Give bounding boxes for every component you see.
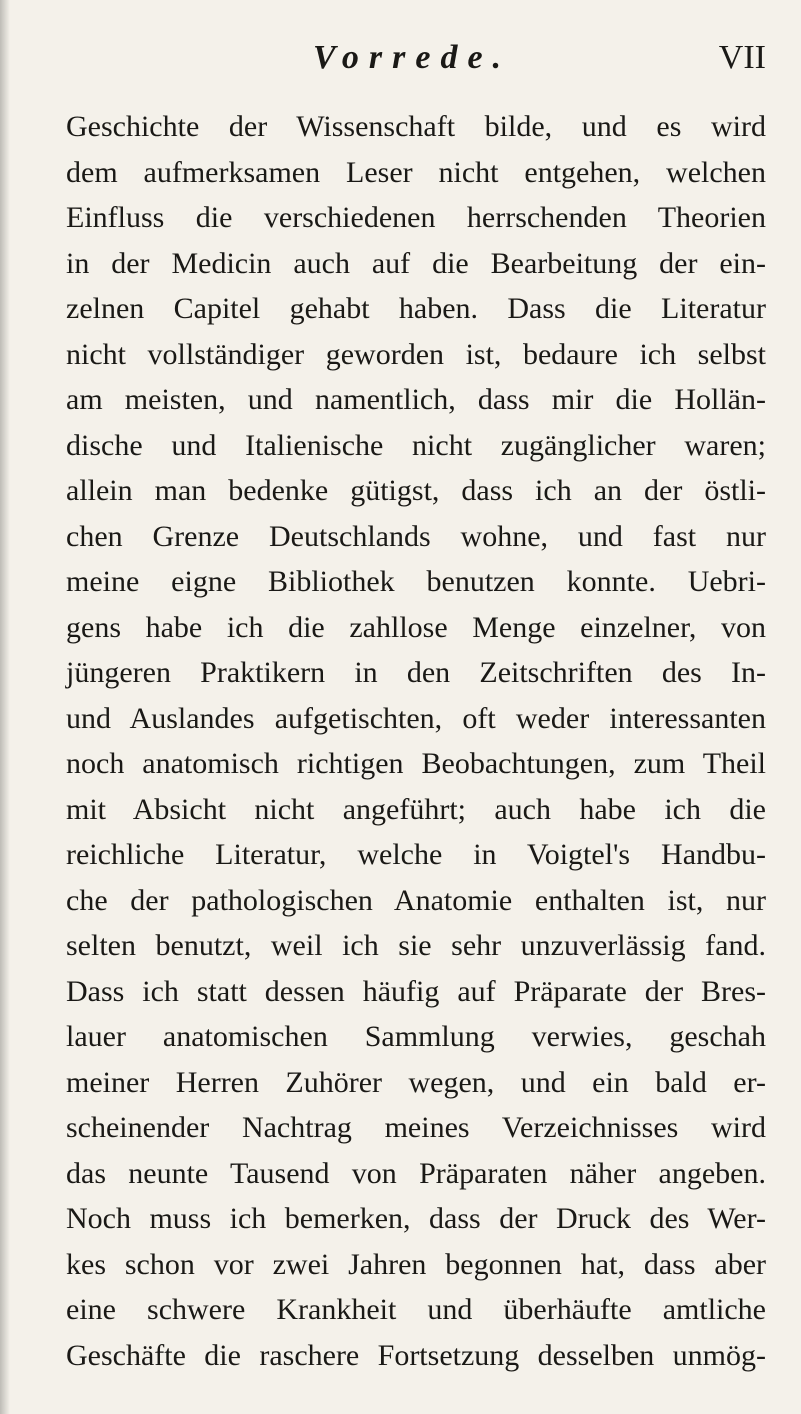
running-title: Vorrede.: [313, 39, 512, 76]
text-line: dische und Italienische nicht zugänglicher waren;: [66, 428, 766, 462]
text-line: lauer anatomischen Sammlung verwies, geschah: [66, 1020, 766, 1053]
text-line: eine schwere Krankheit und überhäufte amtliche: [66, 1293, 766, 1326]
text-line: chen Grenze Deutschlands wohne, und fast nur: [66, 519, 766, 553]
text-line: am meisten, und namentlich, dass mir die Hollän-: [66, 383, 766, 416]
text-line: Einfluss die verschiedenen herrschenden Theorien: [66, 201, 766, 234]
text-line: Dass ich statt dessen häufig auf Präparate der Bres-: [66, 974, 766, 1008]
text-line: meiner Herren Zuhörer wegen, und ein bald er-: [66, 1065, 766, 1099]
text-line: mit Absicht nicht angeführt; auch habe ich die: [66, 792, 766, 826]
text-line: gens habe ich die zahllose Menge einzelner, von: [66, 610, 766, 644]
text-line: das neunte Tausend von Präparaten näher angeben.: [66, 1156, 766, 1190]
text-line: scheinender Nachtrag meines Verzeichnisses wird: [66, 1111, 766, 1144]
text-line: nicht vollständiger geworden ist, bedaure ich selbst: [66, 337, 766, 371]
text-line: dem aufmerksamen Leser nicht entgehen, welchen: [66, 155, 766, 189]
text-line: zelnen Capitel gehabt haben. Dass die Literatur: [66, 292, 766, 325]
text-line: allein man bedenke gütigst, dass ich an der östli-: [66, 474, 766, 507]
text-line: und Auslandes aufgetischten, oft weder interessanten: [66, 701, 766, 735]
text-line: selten benutzt, weil ich sie sehr unzuverlässig fand.: [66, 929, 766, 962]
page-header: [66, 34, 766, 82]
text-line: jüngeren Praktikern in den Zeitschriften des In-: [66, 656, 766, 689]
text-line: Noch muss ich bemerken, dass der Druck des Wer-: [66, 1202, 766, 1235]
text-line: Geschäfte die raschere Fortsetzung desselben unmög-: [66, 1338, 766, 1372]
text-line: meine eigne Bibliothek benutzen konnte. Uebri-: [66, 565, 766, 598]
text-line: che der pathologischen Anatomie enthalten ist, nur: [66, 883, 766, 917]
text-line: noch anatomisch richtigen Beobachtungen, zum Theil: [66, 747, 766, 780]
page-edge-shadow: [0, 0, 10, 1414]
page-number: VII: [718, 39, 766, 76]
text-line: in der Medicin auch auf die Bearbeitung der ein-: [66, 246, 766, 280]
text-line: kes schon vor zwei Jahren begonnen hat, dass aber: [66, 1247, 766, 1281]
body-text: [66, 104, 766, 1378]
text-line: Geschichte der Wissenschaft bilde, und es wird: [66, 110, 766, 143]
text-line: reichliche Literatur, welche in Voigtel's Handbu-: [66, 838, 766, 871]
